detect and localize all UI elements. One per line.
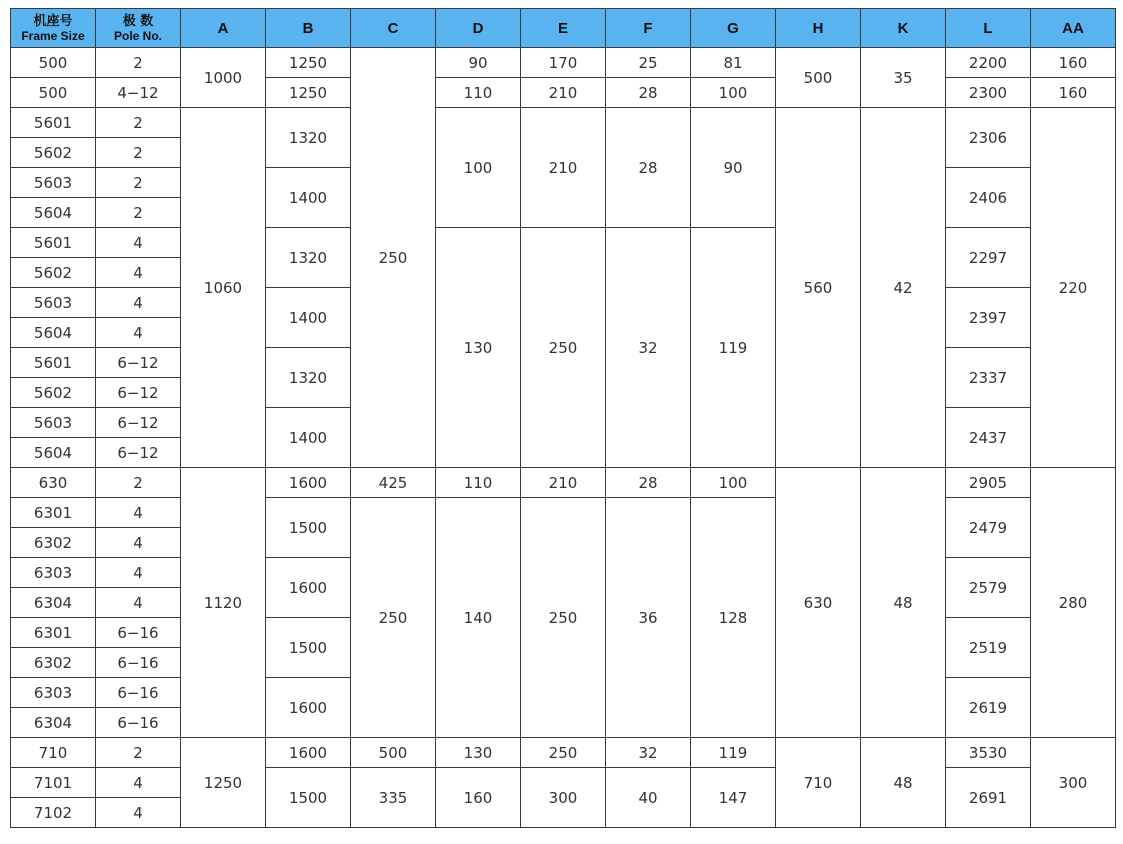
header-col-d: D xyxy=(436,9,521,48)
cell-pole: 6−16 xyxy=(96,648,181,678)
cell-c: 500 xyxy=(351,738,436,768)
cell-d: 110 xyxy=(436,78,521,108)
header-col-h: H xyxy=(776,9,861,48)
cell-e: 250 xyxy=(521,228,606,468)
cell-frame: 6302 xyxy=(11,648,96,678)
cell-l: 2905 xyxy=(946,468,1031,498)
cell-g: 119 xyxy=(691,228,776,468)
table-row xyxy=(11,48,1116,78)
cell-h: 500 xyxy=(776,48,861,108)
table-row xyxy=(11,768,1116,798)
cell-d: 110 xyxy=(436,468,521,498)
cell-g: 100 xyxy=(691,78,776,108)
cell-pole: 2 xyxy=(96,468,181,498)
header-col-aa: AA xyxy=(1031,9,1116,48)
cell-a: 1250 xyxy=(181,738,266,828)
cell-frame: 5602 xyxy=(11,378,96,408)
cell-e: 250 xyxy=(521,498,606,738)
cell-b: 1320 xyxy=(266,228,351,288)
header-frame-size-en: Frame Size xyxy=(21,28,85,43)
cell-e: 250 xyxy=(521,738,606,768)
cell-pole: 6−12 xyxy=(96,348,181,378)
cell-f: 25 xyxy=(606,48,691,78)
cell-b: 1500 xyxy=(266,768,351,828)
cell-l: 2337 xyxy=(946,348,1031,408)
cell-g: 90 xyxy=(691,108,776,228)
cell-frame: 5603 xyxy=(11,168,96,198)
cell-frame: 5604 xyxy=(11,438,96,468)
cell-b: 1600 xyxy=(266,468,351,498)
cell-pole: 4−12 xyxy=(96,78,181,108)
cell-c: 335 xyxy=(351,768,436,828)
cell-k: 42 xyxy=(861,108,946,468)
cell-pole: 4 xyxy=(96,588,181,618)
cell-l: 2691 xyxy=(946,768,1031,828)
cell-frame: 5601 xyxy=(11,348,96,378)
table-row xyxy=(11,108,1116,138)
header-col-b: B xyxy=(266,9,351,48)
cell-frame: 5601 xyxy=(11,108,96,138)
cell-l: 2200 xyxy=(946,48,1031,78)
cell-e: 210 xyxy=(521,468,606,498)
cell-b: 1250 xyxy=(266,78,351,108)
header-frame-size-zh: 机座号 xyxy=(33,13,73,29)
frame-dimensions-table xyxy=(10,8,1116,828)
cell-pole: 4 xyxy=(96,558,181,588)
cell-c: 250 xyxy=(351,498,436,738)
cell-pole: 6−12 xyxy=(96,378,181,408)
cell-pole: 2 xyxy=(96,168,181,198)
cell-g: 147 xyxy=(691,768,776,828)
cell-d: 130 xyxy=(436,738,521,768)
cell-pole: 2 xyxy=(96,198,181,228)
cell-pole: 4 xyxy=(96,498,181,528)
cell-f: 36 xyxy=(606,498,691,738)
cell-k: 35 xyxy=(861,48,946,108)
cell-pole: 4 xyxy=(96,798,181,828)
cell-h: 630 xyxy=(776,468,861,738)
cell-e: 210 xyxy=(521,108,606,228)
header-row xyxy=(11,9,1116,48)
cell-c: 250 xyxy=(351,48,436,468)
header-col-e: E xyxy=(521,9,606,48)
cell-pole: 2 xyxy=(96,138,181,168)
cell-f: 28 xyxy=(606,108,691,228)
cell-d: 90 xyxy=(436,48,521,78)
cell-frame: 6302 xyxy=(11,528,96,558)
header-col-f: F xyxy=(606,9,691,48)
cell-l: 2479 xyxy=(946,498,1031,558)
cell-e: 210 xyxy=(521,78,606,108)
table-row xyxy=(11,738,1116,768)
cell-aa: 160 xyxy=(1031,78,1116,108)
cell-frame: 5602 xyxy=(11,258,96,288)
cell-frame: 7101 xyxy=(11,768,96,798)
cell-frame: 500 xyxy=(11,48,96,78)
cell-pole: 2 xyxy=(96,738,181,768)
cell-frame: 5604 xyxy=(11,318,96,348)
cell-k: 48 xyxy=(861,468,946,738)
cell-g: 100 xyxy=(691,468,776,498)
table-row xyxy=(11,228,1116,258)
cell-b: 1500 xyxy=(266,498,351,558)
cell-b: 1250 xyxy=(266,48,351,78)
cell-g: 119 xyxy=(691,738,776,768)
cell-frame: 6303 xyxy=(11,558,96,588)
cell-a: 1000 xyxy=(181,48,266,108)
cell-pole: 6−16 xyxy=(96,618,181,648)
header-col-c: C xyxy=(351,9,436,48)
cell-l: 2297 xyxy=(946,228,1031,288)
cell-l: 2619 xyxy=(946,678,1031,738)
cell-g: 128 xyxy=(691,498,776,738)
cell-pole: 2 xyxy=(96,108,181,138)
cell-pole: 6−16 xyxy=(96,678,181,708)
cell-d: 100 xyxy=(436,108,521,228)
cell-l: 2300 xyxy=(946,78,1031,108)
cell-pole: 6−12 xyxy=(96,438,181,468)
cell-k: 48 xyxy=(861,738,946,828)
cell-l: 2306 xyxy=(946,108,1031,168)
cell-frame: 6304 xyxy=(11,588,96,618)
cell-b: 1400 xyxy=(266,408,351,468)
cell-l: 2519 xyxy=(946,618,1031,678)
cell-b: 1400 xyxy=(266,288,351,348)
cell-b: 1500 xyxy=(266,618,351,678)
cell-frame: 500 xyxy=(11,78,96,108)
cell-b: 1320 xyxy=(266,108,351,168)
cell-aa: 300 xyxy=(1031,738,1116,828)
header-pole-no-zh: 极 数 xyxy=(122,13,154,29)
cell-b: 1400 xyxy=(266,168,351,228)
cell-l: 2397 xyxy=(946,288,1031,348)
cell-h: 560 xyxy=(776,108,861,468)
cell-l: 2437 xyxy=(946,408,1031,468)
cell-b: 1320 xyxy=(266,348,351,408)
cell-l: 2579 xyxy=(946,558,1031,618)
cell-f: 32 xyxy=(606,738,691,768)
header-col-a: A xyxy=(181,9,266,48)
cell-f: 32 xyxy=(606,228,691,468)
cell-e: 170 xyxy=(521,48,606,78)
header-col-g: G xyxy=(691,9,776,48)
cell-d: 140 xyxy=(436,498,521,738)
cell-h: 710 xyxy=(776,738,861,828)
cell-aa: 160 xyxy=(1031,48,1116,78)
cell-a: 1120 xyxy=(181,468,266,738)
cell-d: 130 xyxy=(436,228,521,468)
cell-frame: 7102 xyxy=(11,798,96,828)
cell-g: 81 xyxy=(691,48,776,78)
cell-frame: 710 xyxy=(11,738,96,768)
table-row xyxy=(11,468,1116,498)
cell-f: 28 xyxy=(606,468,691,498)
cell-pole: 4 xyxy=(96,318,181,348)
cell-b: 1600 xyxy=(266,678,351,738)
cell-pole: 4 xyxy=(96,288,181,318)
cell-c: 425 xyxy=(351,468,436,498)
cell-aa: 220 xyxy=(1031,108,1116,468)
header-col-k: K xyxy=(861,9,946,48)
header-frame-size xyxy=(11,9,96,48)
header-pole-no xyxy=(96,9,181,48)
cell-frame: 630 xyxy=(11,468,96,498)
cell-frame: 6304 xyxy=(11,708,96,738)
cell-pole: 2 xyxy=(96,48,181,78)
cell-frame: 5603 xyxy=(11,408,96,438)
cell-frame: 5604 xyxy=(11,198,96,228)
cell-frame: 5603 xyxy=(11,288,96,318)
cell-pole: 4 xyxy=(96,228,181,258)
cell-frame: 5602 xyxy=(11,138,96,168)
cell-f: 28 xyxy=(606,78,691,108)
cell-pole: 4 xyxy=(96,528,181,558)
cell-d: 160 xyxy=(436,768,521,828)
cell-aa: 280 xyxy=(1031,468,1116,738)
cell-pole: 4 xyxy=(96,258,181,288)
header-col-l: L xyxy=(946,9,1031,48)
cell-b: 1600 xyxy=(266,738,351,768)
table-row xyxy=(11,498,1116,528)
header-pole-no-en: Pole No. xyxy=(113,28,162,43)
cell-frame: 6303 xyxy=(11,678,96,708)
cell-f: 40 xyxy=(606,768,691,828)
cell-b: 1600 xyxy=(266,558,351,618)
cell-frame: 5601 xyxy=(11,228,96,258)
cell-pole: 6−12 xyxy=(96,408,181,438)
cell-pole: 6−16 xyxy=(96,708,181,738)
table-row xyxy=(11,78,1116,108)
cell-e: 300 xyxy=(521,768,606,828)
cell-pole: 4 xyxy=(96,768,181,798)
cell-frame: 6301 xyxy=(11,618,96,648)
cell-frame: 6301 xyxy=(11,498,96,528)
cell-l: 2406 xyxy=(946,168,1031,228)
cell-a: 1060 xyxy=(181,108,266,468)
cell-l: 3530 xyxy=(946,738,1031,768)
